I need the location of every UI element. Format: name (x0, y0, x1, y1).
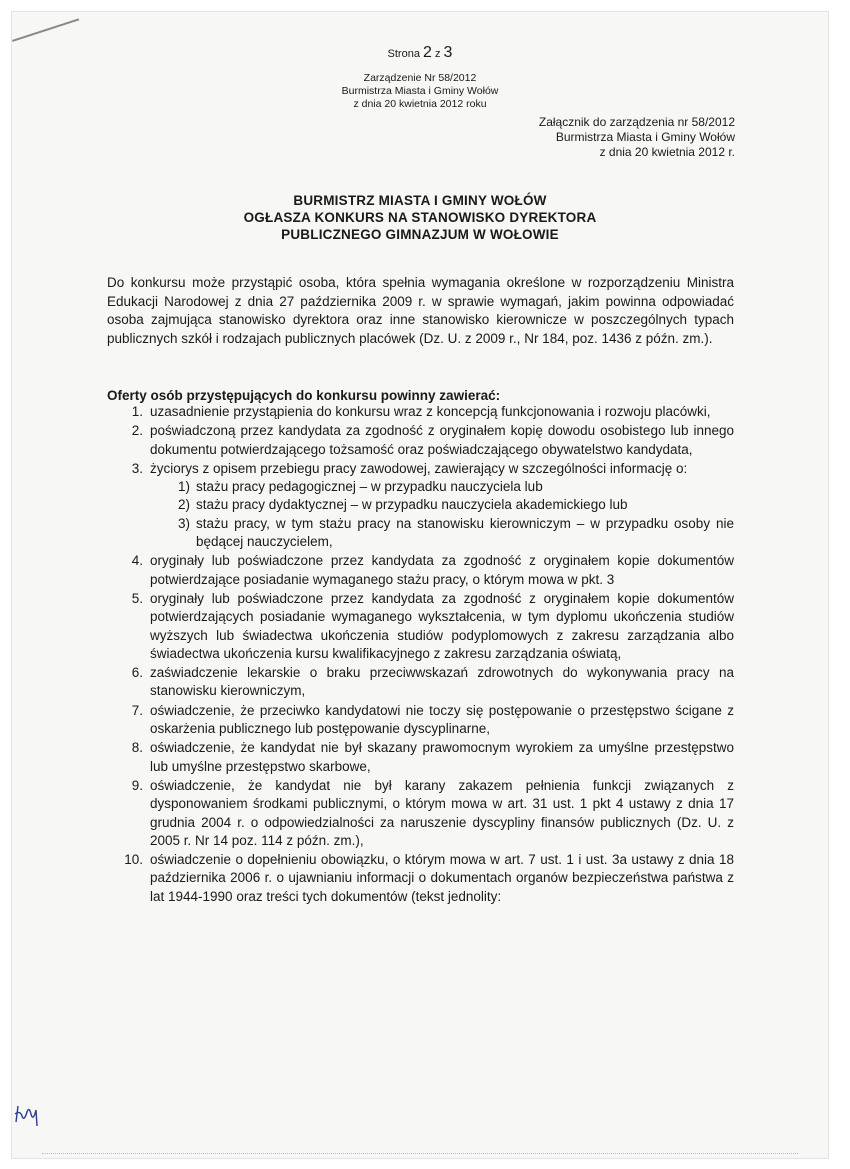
annex-line: z dnia 20 kwietnia 2012 r. (599, 145, 735, 159)
list-item (107, 702, 734, 739)
intro-paragraph: Do konkursu może przystąpić osoba, która spełnia wymagania określone w rozporządzeniu Ministra Edukacji Narodowej z dnia 27 października 2009 r. w sprawie wymagań, jakim powinna odpowiadać osoba zajmująca stanowisko dyrektora oraz inne stanowisko kierownicze w poszczególnych typach publicznych szkół i rodzajach publicznych placówek (Dz. U. z 2009 r., Nr 184, poz. 1436 z późn. zm.). (107, 275, 734, 346)
order-date: z dnia 20 kwietnia 2012 roku (353, 98, 487, 110)
title-line: BURMISTRZ MIASTA I GMINY WOŁÓW (293, 193, 547, 208)
item-text: życiorys z opisem przebiegu pracy zawodowej, zawierający w szczególności informację o: (150, 460, 688, 476)
list-item (107, 422, 734, 459)
item-text: poświadczoną przez kandydata za zgodność z oryginałem kopię dowodu osobistego lub innego dokumentu potwierdzającego tożsamość oraz poświadczającego obywatelstwo kandydata, (150, 423, 734, 457)
list-item (107, 403, 734, 421)
item-number: 1. (131, 404, 143, 419)
experience-sublist (150, 478, 734, 551)
annex-line: Załącznik do zarządzenia nr 58/2012 (538, 115, 735, 129)
item-text: zaświadczenie lekarskie o braku przeciwwskazań zdrowotnych do wykonywania pracy na stanowisku kierowniczym, (150, 665, 734, 699)
page-label: Strona (387, 48, 420, 60)
item-text: oświadczenie o dopełnieniu obowiązku, o którym mowa w art. 7 ust. 1 i ust. 3a ustawy z dnia 18 października 2006 r. o ujawnianiu informacji o dokumentach organów bezpieczeństwa państwa z lat 1944-1990 oraz treści tych dokumentów (tekst jednolity: (150, 852, 734, 904)
annex-line: Burmistrza Miasta i Gminy Wołów (555, 130, 735, 144)
list-item (107, 590, 734, 663)
order-issuer: Burmistrza Miasta i Gminy Wołów (341, 85, 499, 97)
item-text: oświadczenie, że kandydat nie był skazany prawomocnym wyrokiem za umyślne przestępstwo lub umyślne przestępstwo skarbowe, (150, 740, 734, 774)
list-item (107, 851, 734, 906)
item-text: oryginały lub poświadczone przez kandydata za zgodność z oryginałem kopie dokumentów potwierdzających posiadanie wymaganego wykształcenia, w tym dyplomu ukończenia studiów wyższych lub świadectwa ukończenia studiów podyplomowych z zakresu zarządzania albo świadectwa ukończenia kursu kwalifikacyjnego z zakresu zarządzania oświatą, (150, 590, 734, 661)
subitem-text: stażu pracy, w tym stażu pracy na stanowisku kierowniczym – w przypadku osoby nie będącej nauczycielem, (196, 515, 734, 550)
list-item (107, 552, 734, 589)
subitem-number: 1) (177, 479, 190, 495)
page-of: z (434, 48, 441, 60)
item-number: 7. (131, 702, 143, 718)
item-text: oświadczenie, że przeciwko kandydatowi nie toczy się postępowanie o przestępstwo ścigane z oskarżenia publicznego lub postępowanie dyscyplinarne, (150, 702, 734, 737)
scan-edge (42, 1153, 798, 1154)
sublist-item (150, 478, 734, 496)
item-number: 4. (131, 553, 143, 569)
handwritten-initials (12, 1092, 50, 1132)
offers-heading: Oferty osób przystępujących do konkursu powinny zawierać: (107, 388, 501, 403)
page-total: 3 (443, 44, 453, 61)
page-current: 2 (423, 44, 432, 61)
requirements-list (107, 403, 734, 907)
subitem-text: stażu pracy pedagogicznej – w przypadku nauczyciela lub (196, 479, 543, 495)
sublist-item (150, 496, 734, 514)
page-number (12, 44, 828, 62)
list-item (107, 664, 734, 701)
title-line: OGŁASZA KONKURS NA STANOWISKO DYREKTORA (243, 210, 597, 225)
order-header (12, 72, 828, 111)
item-number: 9. (131, 777, 143, 793)
item-number: 2. (131, 423, 143, 439)
subitem-number: 3) (177, 515, 190, 531)
annex-note (539, 115, 735, 160)
item-text: uzasadnienie przystąpienia do konkursu wraz z koncepcją funkcjonowania i rozwoju placówki, (150, 404, 711, 419)
list-item (107, 739, 734, 776)
subitem-text: stażu pracy dydaktycznej – w przypadku nauczyciela akademickiego lub (196, 497, 628, 513)
item-number: 8. (131, 740, 143, 756)
item-number: 3. (131, 460, 143, 476)
document-page (12, 12, 828, 1158)
item-number: 5. (131, 590, 143, 606)
item-text: oświadczenie, że kandydat nie był karany zakazem pełnienia funkcji związanych z dysponowaniem środkami publicznymi, o którym mowa w art. 31 ust. 1 pkt 4 ustawy z dnia 17 grudnia 2004 r. o odpowiedzialności za naruszenie dyscypliny finansów publicznych (Dz. U. z 2005 r. Nr 14 poz. 114 z późn. zm.), (150, 777, 734, 848)
sublist-item (150, 515, 734, 552)
item-text: oryginały lub poświadczone przez kandydata za zgodność z oryginałem kopie dokumentów potwierdzające posiadanie wymaganego stażu pracy, o którym mowa w pkt. 3 (150, 553, 734, 587)
list-item (107, 777, 734, 850)
item-number: 6. (131, 665, 143, 681)
list-item (107, 460, 734, 551)
document-title (12, 192, 828, 243)
title-line: PUBLICZNEGO GIMNAZJUM W WOŁOWIE (281, 227, 559, 242)
item-number: 10. (124, 852, 143, 868)
subitem-number: 2) (177, 497, 190, 513)
order-number: Zarządzenie Nr 58/2012 (363, 72, 477, 84)
